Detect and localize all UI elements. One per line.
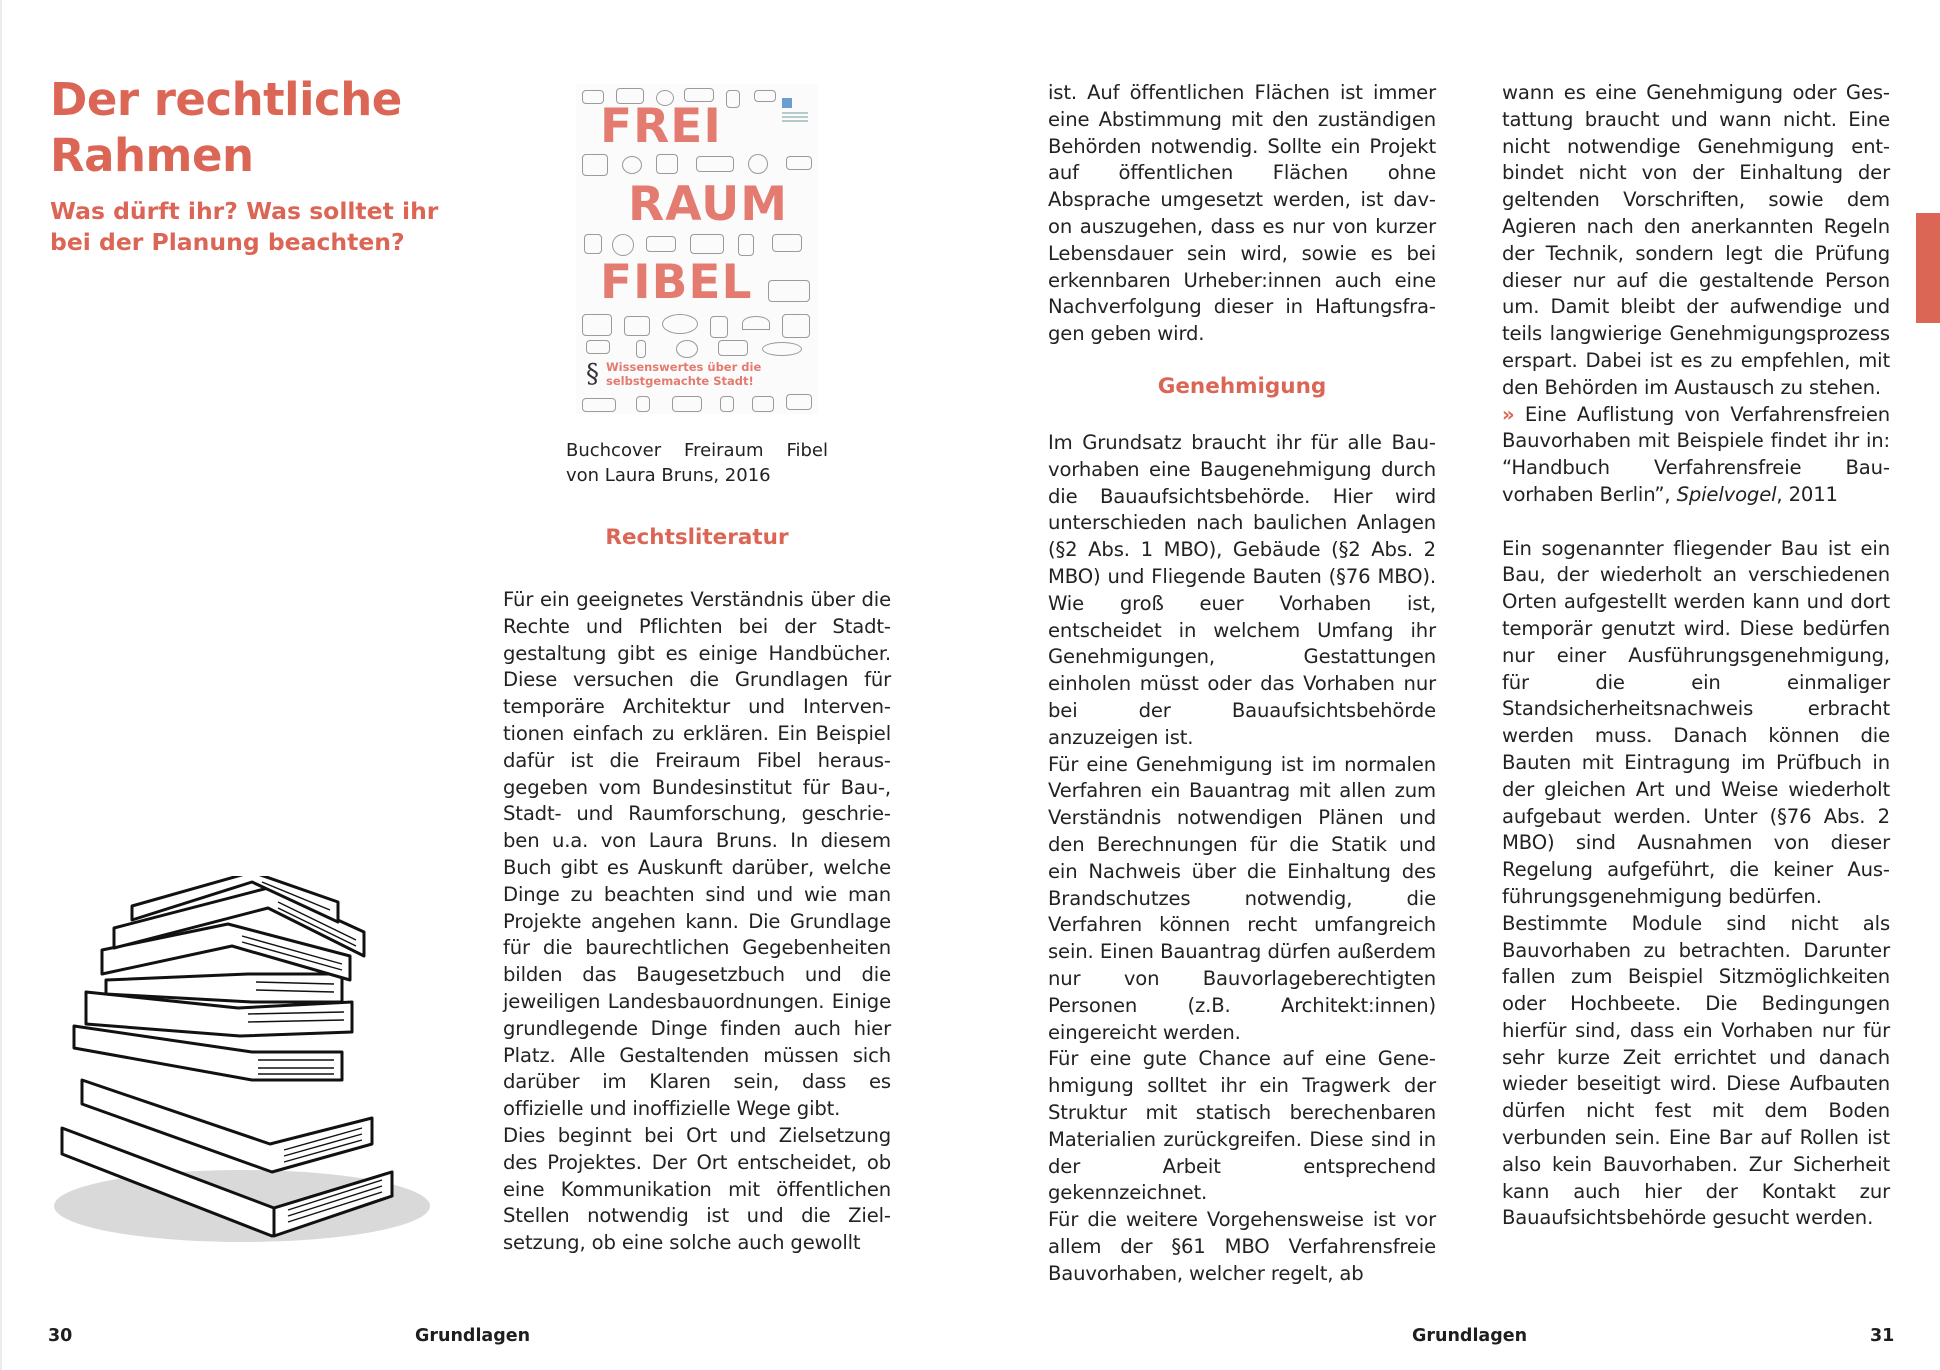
- body-paragraph: Bestimmte Module sind nicht als Bauvorhaben zu betrachten. Darunter fallen zum Beispiel Sitzmöglichkeiten oder Hochbeete. Die Bedingungen hierfür sind, dass ein Vorhaben nur für sehr kurze Zeit errichtet und danach wieder beseitigt wird. Diese Aufbauten dürfen nicht fest mit dem Boden verbunden sein. Eine Bar auf Rollen ist also kein Bauvorhaben. Zur Sicherheit kann auch hier der Kontakt zur Bauaufsichtsbehörde gesucht werden.: [1502, 911, 1890, 1230]
- text-column-right-page-1-continued: [1048, 430, 1436, 1288]
- title-line-2: Rahmen: [50, 129, 254, 182]
- subtitle-line-1: Was dürft ihr? Was solltet ihr: [50, 197, 439, 225]
- caption-word: Freiraum: [684, 440, 764, 461]
- caption-word: Buchcover: [566, 440, 662, 461]
- running-footer-right: Grundlagen: [1412, 1326, 1528, 1346]
- caption-word: Fibel: [786, 440, 828, 461]
- reference-note: » Eine Auflistung von Verfahrensfreien Bauvorhaben mit Beispiele findet ihr in: “Handbuch Verfahrensfreie Bauvorhaben Berlin”, Spielvogel, 2011: [1502, 402, 1890, 506]
- subtitle-line-2: bei der Planung beachten?: [50, 228, 405, 256]
- page-edge: [0, 0, 2, 1370]
- caption-line-2: von Laura Bruns, 2016: [566, 465, 771, 486]
- title-line-1: Der rechtliche: [50, 73, 402, 126]
- publisher-logo-icon: [782, 98, 812, 148]
- running-footer-left: Grundlagen: [415, 1326, 531, 1346]
- cover-tagline: Wissenswertes über die selbstgemachte Stadt!: [606, 360, 762, 388]
- cover-title-line-2: RAUM: [628, 177, 789, 232]
- section-heading-genehmigung: Genehmigung: [1157, 374, 1327, 399]
- cover-title-line-1: FREI: [600, 99, 722, 154]
- page-subtitle: [50, 196, 490, 258]
- body-paragraph: Ein sogenannter fliegender Bau ist ein Bau, der wiederholt an verschiedenen Orten aufgestellt werden kann und dort temporär genutzt wird. Diese bedürfen nur einer Ausführungsgenehmigung, für die ein einmaliger Standsicherheitsnachweis erbracht werden muss. Danach können die Bauten mit Eintragung im Prüfbuch in der gleichen Art und Weise wiederholt aufgebaut werden. Unter (§76 Abs. 2 MBO) sind Ausnahmen von dieser Regelung aufgeführt, die keiner Ausführungsgenehmigung bedürfen.: [1502, 536, 1890, 908]
- cover-title-line-3: FIBEL: [600, 255, 753, 310]
- body-paragraph: Für die weitere Vorgehensweise ist vor allem der §61 MBO Verfahrensfreie Bauvorhaben, welcher regelt, ab: [1048, 1208, 1436, 1285]
- body-paragraph: Dies beginnt bei Ort und Zielsetzung des Projektes. Der Ort entscheidet, ob eine Kommunikation mit öffentlichen Stellen notwendig ist und die Zielsetzung, ob eine solche auch gewollt: [503, 1123, 891, 1255]
- page-number-left: 30: [48, 1326, 73, 1346]
- section-heading-rechtsliteratur: Rechtsliteratur: [605, 525, 789, 550]
- paragraph-symbol-icon: §: [586, 359, 599, 389]
- page-number-right: 31: [1870, 1326, 1895, 1346]
- image-caption: [566, 438, 828, 488]
- body-paragraph: Für eine gute Chance auf eine Genehmigung solltet ihr ein Tragwerk der Struktur mit statisch berechenbaren Materialien zurückgreifen. Diese sind in der Arbeit entsprechend gekennzeichnet.: [1048, 1047, 1436, 1205]
- text-column-left-page: [503, 587, 891, 1257]
- book-cover-image: [576, 84, 818, 414]
- body-paragraph: Für eine Genehmigung ist im normalen Verfahren ein Bauantrag mit allen zum Verständnis notwendigen Plänen und den Berechnungen für die Statik und ein Nachweis über die Einhaltung des Brandschutzes notwendig, die Verfahren können recht umfangreich sein. Einen Bauantrag dürfen außerdem nur von Bauvorlageberechtigten Personen (z.B. Architekt:innen) eingereicht werden.: [1048, 752, 1436, 1044]
- reference-arrow-icon: »: [1502, 402, 1515, 426]
- text-column-right-page-2: [1502, 80, 1890, 1232]
- page-title: [50, 72, 490, 184]
- body-paragraph: Im Grundsatz braucht ihr für alle Bauvorhaben eine Baugenehmigung durch die Bauaufsichtsbehörde. Hier wird unterschieden nach baulichen Anlagen (§2 Abs. 1 MBO), Gebäude (§2 Abs. 2 MBO) und Fliegende Bauten (§76 MBO). Wie groß euer Vorhaben ist, entscheidet in welchem Umfang ihr Genehmigungen, Gestattungen einholen müsst oder das Vorhaben nur bei der Bauaufsichtsbehörde anzuzeigen ist.: [1048, 431, 1436, 749]
- book-stack-illustration: [52, 876, 444, 1276]
- chapter-tab-marker: [1916, 213, 1940, 323]
- body-paragraph: ist. Auf öffentlichen Flächen ist immer eine Abstimmung mit den zuständigen Behörden notwendig. Sollte ein Projekt auf öffentlichen Flächen ohne Absprache umgesetzt werden, ist davon auszugehen, dass es nur von kurzer Lebensdauer sein wird, sowie es bei erkennbaren Urheber:innen auch eine Nachverfolgung dieser in Haftungsfragen geben wird.: [1048, 81, 1436, 346]
- body-paragraph: wann es eine Genehmigung oder Gestattung braucht und wann nicht. Eine nicht notwendige Genehmigung entbindet nicht von der Einhaltung der geltenden Vorschriften, sowie dem Agieren nach den anerkannten Regeln der Technik, sondern legt die Prüfung dieser nur auf die gestaltende Person um. Damit bleibt der aufwendige und teils langwierige Genehmigungsprozess erspart. Dabei ist es zu empfehlen, mit den Behörden im Austausch zu stehen.: [1502, 81, 1890, 399]
- reference-author: Spielvogel: [1676, 482, 1777, 506]
- body-paragraph: Für ein geeignetes Verständnis über die Rechte und Pflichten bei der Stadtgestaltung gibt es einige Handbücher. Diese versuchen die Grundlagen für temporäre Architektur und Interventionen einfach zu erklären. Ein Beispiel dafür ist die Freiraum Fibel herausgegeben vom Bundesinstitut für Bau-, Stadt- und Raumforschung, geschrieben u.a. von Laura Bruns. In diesem Buch gibt es Auskunft darüber, welche Dinge zu beachten sind und wie man Projekte angehen kann. Die Grundlage für die baurechtlichen Gegebenheiten bilden das Baugesetzbuch und die jeweiligen Landesbauordnungen. Einige grundlegende Dinge finden auch hier Platz. Alle Gestaltenden müssen sich darüber im Klaren sein, dass es offizielle und inoffizielle Wege gibt.: [503, 588, 891, 1121]
- text-column-right-page-1: [1048, 80, 1436, 348]
